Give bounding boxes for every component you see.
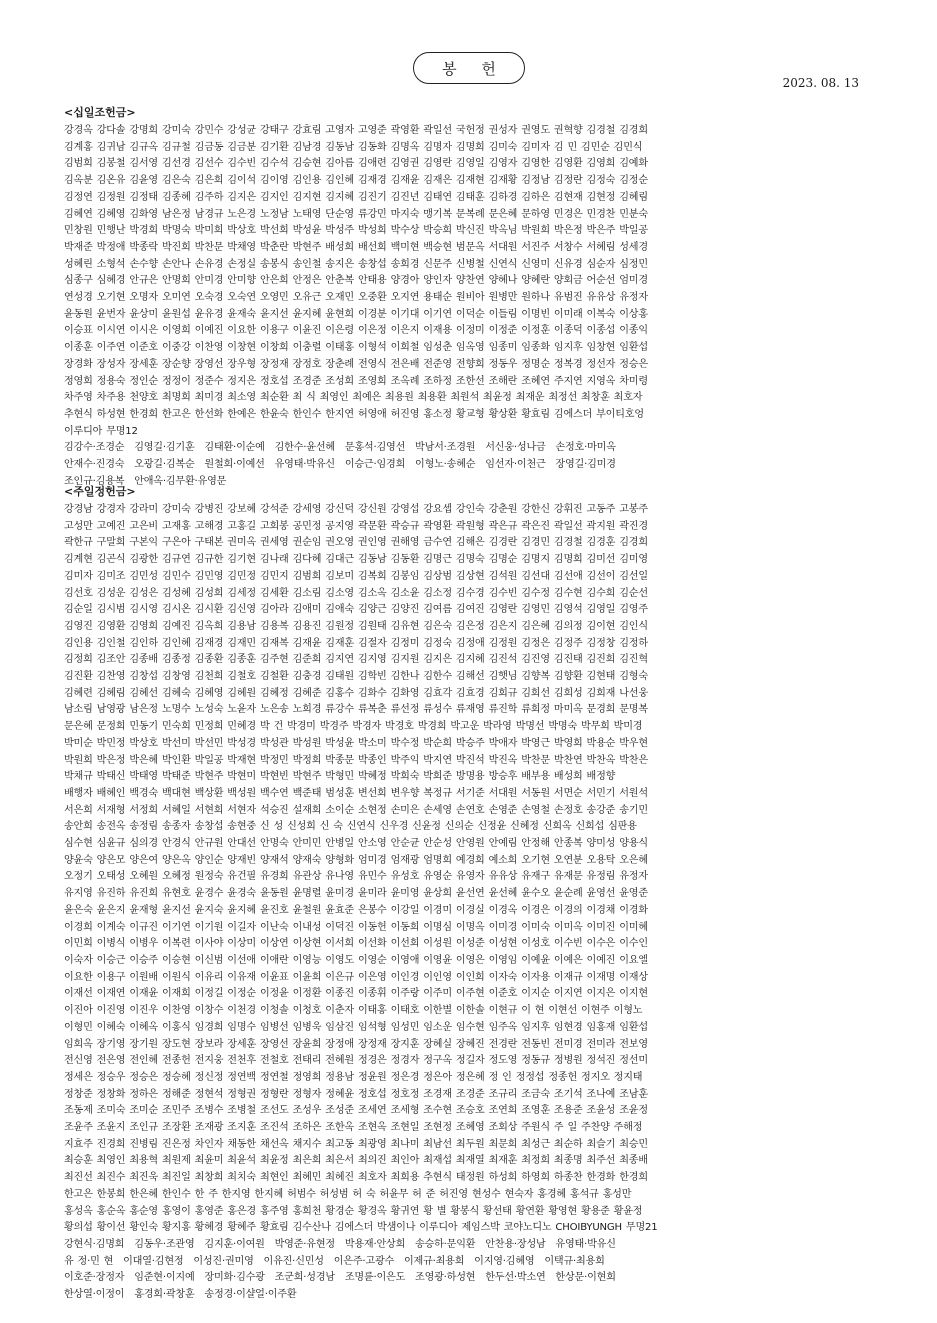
name-line: 이승표 이시연 이시은 이영희 이예진 이요한 이용구 이윤진 이은령 이은정 이은지 이재용 이정미 이정준 이정훈 이종덕 이종섭 이종익 [64,325,648,337]
donor-name-list [64,502,876,1304]
name-line: 박원희 박은정 박은혜 박인환 박일공 박재현 박정민 박정희 박종문 박종인 박주익 박지연 박진석 박진옥 박찬문 박찬연 박찬옥 박찬은 [64,754,648,766]
name-line: 이진아 이진영 이진우 이찬영 이창수 이천경 이청솔 이청호 이춘자 이태홍 이태호 이한별 이한솔 이현규 이 현 이현선 이현주 이형노 [64,1005,643,1017]
name-line: 김계현 김곤식 김광한 김규연 김규한 김기현 김나래 김다혜 김대근 김동남 김동환 김명근 김명숙 김명순 김명지 김명희 김미선 김미영 [64,554,648,566]
name-line: 박재준 박정애 박종락 박진희 박찬문 박채영 박춘란 박현주 배성희 배선희 백미현 백승현 범문옥 서대원 서진주 서창수 서혜림 성세경 [64,241,648,253]
name-line: 김강수·조경순 김영길·김기훈 김태환·이순예 김한수·윤선혜 문홍석·김영선 박남서·조경원 서신웅·성나금 손정호·마미옥 [64,442,616,454]
name-line: 김혜연 김혜영 김화영 남은정 남경규 노은경 노정남 노태영 단순영 류강민 마지숙 맹기복 문복례 문은혜 문하영 민경은 민경찬 민분숙 [64,208,648,220]
name-line: 추현식 하성현 한경희 한고은 한선화 한예은 한윤숙 한인수 한지연 허영애 허진영 홍소정 황교형 황상환 황효림 김에스더 부이티호엉 [64,408,644,420]
name-line: 안재수·진경숙 오광길·김복순 원철희·이예선 유영태·박유신 이승근·임경희 이형노·송혜순 임선자·이천근 장영길·김미경 [64,459,616,471]
name-line: 지효주 진경희 진병림 진은정 차인자 채동한 채선옥 채지수 최고동 최광영 최나미 최남선 최두원 최문희 최성근 최순하 최슬기 최승민 [64,1138,648,1150]
name-line: 연성경 오기현 오명자 오미연 오숙경 오숙연 오영민 오유근 오재민 오중환 오지연 용태순 원비아 원병만 원하나 유범진 유유상 유정자 [64,292,648,304]
page-title: 봉 헌 [413,52,525,84]
name-line: 박채규 박태신 박태영 박태준 박현주 박현미 박현빈 박현주 박형민 박혜정 박희숙 박희준 방명용 방승후 배부용 배성희 배정향 [64,771,616,783]
name-line: 한상열·이정이 홍경희·곽창훈 송정경·이샬얼·이주환 [64,1289,297,1301]
name-line: 유 정·민 현 이대열·김현정 이성진·권미영 이유진·신민성 이은주·고광수 이제규·최용희 이지영·김혜영 이택규·최용희 [64,1255,605,1267]
name-line: 이재선 이재연 이재윤 이재희 이정길 이정순 이정윤 이정환 이종진 이종휘 이주랑 이주미 이주현 이준호 이지순 이지연 이지은 이지현 [64,988,648,1000]
name-line: 차주영 차주용 천양호 최명희 최미경 최소영 최순환 최 식 최영인 최예은 최용원 최용환 최원석 최윤정 최재운 최정선 최창훈 최호자 [64,392,643,404]
name-line: 배행자 배혜인 백경숙 백대현 백상환 백성원 백수연 백준태 범성훈 변선희 변우향 복정규 서기준 서대원 서동원 서면순 서민기 서원석 [64,787,648,799]
sunday-offering-section [64,483,876,1304]
section-heading: <십일조헌금> [64,106,136,119]
name-line: 강경옥 강다솔 강명희 강미숙 강민수 강성균 강태구 강효림 고영자 고영준 곽영환 곽일선 국헌정 권성자 권영도 권혁향 김경철 김경희 [64,125,648,136]
tithe-section [64,104,876,490]
name-line: 김미자 김미조 김민성 김민수 김민영 김민정 김민지 김범희 김보미 김복희 김봉임 김상범 김상현 김석원 김선대 김선애 김선이 김선일 [64,570,648,582]
name-line: 김범희 김봉철 김서영 김선경 김선수 김수빈 김수석 김승현 김아름 김애련 김영권 김영란 김영일 김영자 김영한 김영환 김영희 김예화 [64,158,648,170]
name-line: 김계홍 김귀남 김규옥 김규철 김금동 김금분 김기환 김남경 김동남 김동화 김명옥 김명자 김명희 김미숙 김미자 김 민 김민순 김민식 [64,141,643,153]
donor-name-list [64,123,876,490]
name-line: 오정기 오태성 오혜원 오혜정 원정숙 유건필 유경희 유관상 유나영 유민수 유성호 유영순 유영자 유유상 유재구 유재문 유정림 유정자 [64,871,648,883]
date-label: 2023. 08. 13 [782,76,859,90]
name-line: 이형민 이혜숙 이혜옥 이홍식 임경희 임명수 임병선 임병욱 임삼진 임석형 임성민 임소운 임수현 임주옥 임지후 임현경 임홍재 임환섭 [64,1021,648,1033]
name-line: 윤동원 윤번자 윤상미 윤원섭 윤유경 윤재숙 윤지선 윤지혜 윤현희 이경분 이기대 이기연 이덕순 이들림 이명빈 이미래 이복숙 이상홍 [64,308,648,320]
name-line: 장경화 장성자 장세훈 장순향 장영선 장우형 장정재 장정호 장춘례 전영식 전은배 전준영 전향희 정동우 정명순 정복경 정선자 정승은 [64,358,648,370]
name-line: 조윤주 조윤지 조인규 조장환 조재광 조지훈 조진석 조하은 조한옥 조현옥 조현일 조현정 조혜영 조회상 주원식 주 일 주찬양 주해정 [64,1122,643,1134]
name-line: 남소림 남영광 남은정 노명수 노성숙 노윤자 노은송 노희경 류강수 류복춘 류선정 류성수 류재영 류진학 류희정 마미옥 문경희 문명복 [64,704,648,716]
name-line: 이숙자 이승근 이승주 이승현 이신범 이선애 이애란 이영능 이영도 이영순 이영애 이영윤 이영은 이영임 이예윤 이예은 이예진 이요엘 [64,954,648,966]
name-line: 곽한규 구말희 구본익 구은아 구태본 권미옥 권세영 권순임 권오영 권인영 권해영 금수연 김해은 김경란 김경민 김경철 김경훈 김경희 [64,537,648,549]
name-line: 김영진 김영환 김영희 김예진 김옥희 김용남 김용복 김용진 김원정 김원태 김유현 김은숙 김은정 김은지 김은혜 김의정 김이현 김인식 [64,620,648,632]
name-line: 김혜련 김혜림 김혜선 김혜숙 김혜영 김혜원 김혜정 김혜준 김홍수 김화수 김화영 김효각 김효경 김희규 김희선 김희성 김희재 나선웅 [64,687,648,699]
name-line: 박미순 박민정 박상호 박선미 박선민 박성경 박성관 박성원 박성윤 박소미 박수정 박순희 박승주 박애자 박영근 박영희 박용순 박우현 [64,737,648,749]
name-line: 조동제 조미숙 조미순 조민주 조병수 조병철 조선도 조성우 조성준 조세연 조세형 조수현 조승호 조연희 조영훈 조용준 조윤성 조윤정 [64,1105,648,1117]
name-line: 한고은 한봉희 한은혜 한인수 한 주 한지영 한지혜 허범수 허성범 허 숙 허윤무 허 준 허진영 현성수 현숙자 홍경혜 홍석규 홍성만 [64,1188,632,1200]
name-line: 심수현 심윤규 심의경 안경식 안규원 안대선 안명숙 안미민 안병일 안소영 안순균 안순성 안영원 안예림 안정해 안종복 양미성 양용식 [64,838,648,850]
name-line: 고성만 고예진 고은비 고재홍 고해경 고홍길 고희봉 공민정 공지영 곽문환 곽승규 곽영환 곽원형 곽은규 곽은진 곽일선 곽지원 곽진경 [64,520,648,532]
name-line: 이종훈 이주연 이준호 이중강 이찬영 이창현 이창희 이충렬 이태홍 이형석 이희철 임성춘 임옥영 임종미 임종화 임지후 임창현 임환섭 [64,342,648,354]
name-line: 김인용 김인철 김인하 김인혜 김재경 김재민 김재복 김재윤 김재훈 김절자 김정미 김정숙 김정애 김정원 김정은 김정주 김정창 김정하 [64,637,648,649]
name-line: 홍성옥 홍순옥 홍순영 홍영이 홍영준 홍은경 홍주영 홍희천 황경순 황경옥 황귀연 황 별 황봉식 황선태 황연환 황영현 황용준 황윤정 [64,1205,643,1217]
name-line: 김진환 김찬영 김창섭 김창영 김천희 김철호 김철환 김충경 김태원 김학빈 김한나 김한수 김해선 김햇님 김향복 김향환 김현태 김형숙 [64,671,648,683]
name-line: 서은희 서재형 서정희 서혜일 서현희 서현자 석승진 설재희 소이순 소현정 손미은 손세영 손연호 손영준 손영철 손정호 송강준 송기민 [64,804,648,816]
name-line: 송안희 송전옥 송정림 송종자 송창섭 송현중 신 성 신성희 신 숙 신연식 신우경 신윤정 신의순 신정윤 신혜정 신희옥 신희섭 심판용 [64,821,637,833]
name-line: 전신영 전은영 전인혜 전종헌 전지웅 전천후 전철호 전태리 전혜원 정경은 정경자 정구옥 정길자 정도영 정동규 정병원 정석진 정선미 [64,1055,648,1067]
name-line: 윤은숙 윤은지 윤재형 윤지선 윤지숙 윤지혜 윤진호 윤철원 윤효준 은봉수 이강일 이경미 이경실 이경옥 이경은 이경의 이경채 이경화 [64,904,648,916]
name-line: 양윤숙 양은모 양은여 양은옥 양인순 양재빈 양재석 양재숙 양형화 엄미경 엄재광 엄명희 예경희 예소희 오기현 오연분 오용탁 오은혜 [64,854,648,866]
name-line: 이경희 이계숙 이규진 이기연 이기원 이길자 이난숙 이내성 이덕진 이동헌 이동희 이명심 이명옥 이미경 이미숙 이미옥 이미진 이미혜 [64,921,648,933]
section-heading: <주일정헌금> [64,485,136,498]
name-line: 황의섭 황이선 황인숙 황지홍 황혜경 황혜주 황효림 김수산나 김에스더 박샘이나 이루디아 제임스박 코야노디노 CHOIBYUNGH 무명21 [64,1222,658,1234]
name-line: 임희옥 장기영 장기원 장도현 장보라 장세훈 장영선 장윤희 장정애 장정재 장지훈 장혜실 장혜진 전경란 전동빈 전미경 전미라 전보영 [64,1038,648,1050]
name-line: 이요한 이용구 이원배 이원식 이유리 이유재 이윤표 이윤희 이은규 이은영 이인경 이인영 이인희 이자숙 이자용 이재규 이재명 이재상 [64,971,648,983]
name-line: 심종구 심혜경 안규은 안명희 안미경 안미향 안은희 안정은 안춘복 안태용 양경아 양인자 양찬연 양혜나 양혜란 양회금 어순선 엄미경 [64,275,648,287]
name-line: 김정연 김정원 김정태 김종혜 김주하 김지은 김지인 김지현 김지혜 김진기 김진년 김태연 김태훈 김하경 김하은 김현재 김현정 김혜림 [64,191,648,203]
name-line: 강경남 강경자 강라미 강미숙 강병진 강보혜 강석준 강세영 강신덕 강신원 강영섭 강요셉 강인숙 강춘원 강한신 강휘진 고동주 고봉주 [64,504,648,515]
name-line: 김순일 김시범 김시영 김시온 김시환 김신영 김아라 김애미 김애숙 김양근 김양진 김여름 김여진 김영란 김영민 김영석 김영일 김영주 [64,604,648,616]
name-line: 정창준 정창화 정하은 정해준 정현석 정형권 정형란 정형자 정혜윤 정호섭 정호정 조경재 조경준 조규리 조금숙 조기석 조나예 조남훈 [64,1088,648,1100]
name-line: 정세은 정승우 정승은 정승혜 정신정 정연백 정연철 정영희 정용남 정윤원 정은경 정은아 정은혜 정 인 정정섭 정종헌 정지오 정지태 [64,1071,643,1083]
name-line: 이루디아 무명12 [64,425,138,437]
name-line: 조인규·김용복 안애옥·김무환·유영문 [64,475,227,487]
name-line: 유지영 유진하 유진희 유현호 윤경수 윤경숙 윤동원 윤명렬 윤미경 윤미라 윤미영 윤상희 윤선연 윤선혜 윤수오 윤순례 윤영선 윤영준 [64,888,648,900]
name-line: 성혜린 소형석 손수향 손안나 손유경 손정실 송봉식 송인철 송지은 송창섭 송희경 신문주 신병철 신연식 신영미 신유경 심순자 심정민 [64,258,648,270]
name-line: 김정희 김조안 김종배 김종정 김종환 김종훈 김주현 김준희 김지연 김지영 김지원 김지은 김지혜 김진석 김진영 김진태 김진희 김진혁 [64,654,648,666]
name-line: 김옥분 김온유 김윤영 김은숙 김은희 김이석 김이영 김인용 김인혜 김재경 김재윤 김재은 김재현 김재황 김정남 김정란 김정숙 김정순 [64,175,648,187]
name-line: 문은혜 문정희 민동기 민숙희 민정희 민혜경 박 건 박경미 박경주 박경자 박경호 박경희 박고운 박라영 박명선 박명숙 박무희 박미경 [64,721,643,733]
name-line: 이민희 이병식 이병우 이복련 이사야 이상미 이상연 이상현 이서희 이선화 이선희 이성원 이성준 이성현 이성호 이수빈 이수은 이수인 [64,938,648,950]
name-line: 최승훈 최영인 최용혁 최원제 최윤미 최윤석 최윤정 최은희 최은서 최의진 최인아 최재섭 최재열 최재훈 최정희 최종명 최주선 최종배 [64,1155,648,1167]
name-line: 민창원 민행난 박경희 박명숙 박미희 박상호 박선희 박성윤 박성주 박성희 박수상 박승희 박신진 박옥님 박원희 박은정 박은주 박일공 [64,225,648,237]
name-line: 이호준·장정자 임준현·이지예 장미화·김수광 조군희·성경남 조명륜·이은도 조영광·하성현 한두선·박소연 한상문·이현희 [64,1272,616,1284]
name-line: 김선호 김성운 김성은 김성혜 김성희 김세정 김세환 김소림 김소영 김소옥 김소윤 김소정 김수경 김수빈 김수정 김수현 김수희 김순선 [64,587,648,599]
name-line: 강현식·김명희 김동우·조관영 김지훈·이여원 박영준·유현정 박용재·안상희 송승하·문익환 안찬용·장성남 유영태·박유신 [64,1238,616,1250]
name-line: 최진선 최진수 최진욱 최진일 최창희 최치숙 최현인 최혜민 최혜진 최호자 최희용 추현식 태정원 하성희 하영희 하종찬 한경화 한경희 [64,1172,648,1184]
name-line: 정영희 정용숙 정인순 정정이 정준수 정지은 정호섭 조경준 조성희 조영희 조옥례 조하정 조한선 조해란 조혜연 주지연 지영옥 차미령 [64,375,648,387]
